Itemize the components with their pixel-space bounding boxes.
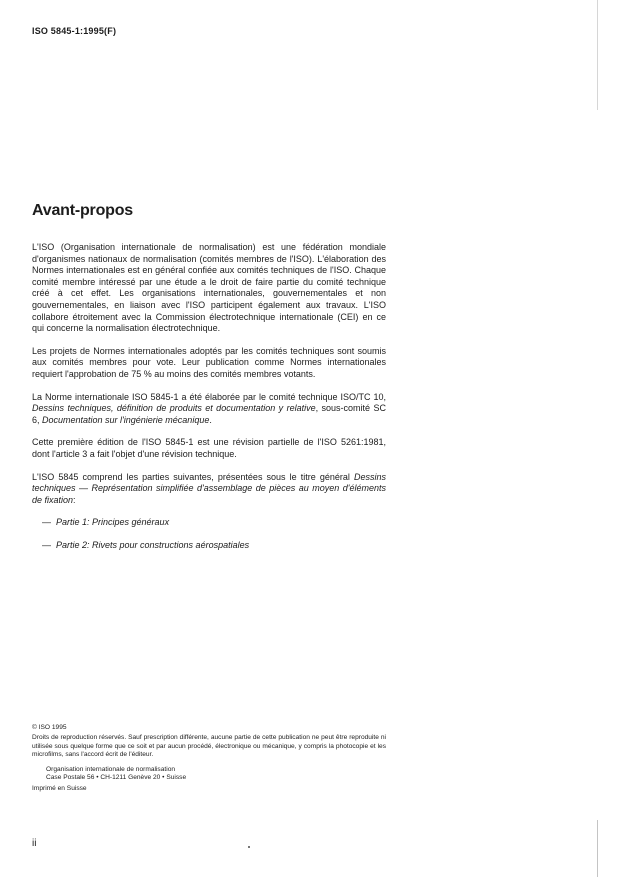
publisher-address (46, 766, 386, 783)
general-title: Dessins techniques — Représentation simplifiée d'assemblage de pièces au moyen d'éléments de fixation (32, 471, 386, 505)
parts-list (32, 517, 386, 551)
page-number: ii (32, 838, 37, 849)
page-title: Avant-propos (32, 202, 134, 219)
scan-speck (248, 846, 250, 848)
part-label: Partie 2: Rivets pour constructions aérospatiales (56, 539, 250, 550)
copyright-footer (32, 724, 386, 794)
paragraph-3-text-e: . (209, 414, 212, 425)
scan-edge-line (597, 820, 598, 877)
part-label: Partie 1: Principes généraux (56, 517, 170, 528)
rights-notice: Droits de reproduction réservés. Sauf prescription différente, aucune partie de cette publication ne peut être reproduite ni utilisée sous quelque forme que ce soit et par aucun procédé, électronique ou mécanique, y compris la photocopie et les microfilms, sans l'accord écrit de l'éditeur. (32, 734, 386, 759)
org-name: Organisation internationale de normalisation (46, 765, 176, 773)
paragraph-1: L'ISO (Organisation internationale de normalisation) est une fédération mondiale d'organismes nationaux de normalisation (comités membres de l'ISO). L'élaboration des Normes internationales est en général confiée aux comités techniques de l'ISO. Chaque comité membre intéressé par une étude a le droit de faire partie du comité technique créé à cet effet. Les organisations internationales, gouvernementales et non gouvernementales, en liaison avec l'ISO participent également aux travaux. L'ISO collabore étroitement avec la Commission électrotechnique internationale (CEI) en ce qui concerne la normalisation électrotechnique. (32, 242, 386, 334)
list-item (42, 517, 386, 529)
printed-in: Imprimé en Suisse (32, 785, 87, 793)
paragraph-2: Les projets de Normes internationales adoptés par les comités techniques sont soumis aux comités membres pour vote. Leur publication comme Normes internationales requiert l'approbation de 75 % au moins des comités membres votants. (32, 345, 386, 379)
list-dash: — (42, 517, 51, 528)
postal-address: Case Postale 56 • CH-1211 Genève 20 • Suisse (46, 774, 187, 782)
paragraph-4: Cette première édition de l'ISO 5845-1 est une révision partielle de l'ISO 5261:1981, dont l'article 3 a fait l'objet d'une révision technique. (32, 437, 386, 459)
list-dash: — (42, 539, 51, 550)
copyright-line: © ISO 1995 (32, 724, 67, 731)
paragraph-5-text-c: : (73, 494, 76, 505)
scan-edge-line (597, 0, 598, 110)
paragraph-3-text-a: La Norme internationale ISO 5845-1 a été élaborée par le comité technique ISO/TC 10, (32, 391, 386, 402)
paragraph-5-text-a: L'ISO 5845 comprend les parties suivantes, présentées sous le titre général (32, 471, 354, 482)
paragraph-3 (32, 392, 386, 427)
sc-title: Documentation sur l'ingénierie mécanique (42, 414, 210, 425)
tc-title: Dessins techniques, définition de produits et documentation y relative (32, 403, 316, 414)
paragraph-5 (32, 472, 386, 507)
paragraph-3-text-c: , sous-comité SC 6, (32, 403, 386, 425)
document-code: ISO 5845-1:1995(F) (32, 26, 117, 36)
list-item (42, 540, 386, 552)
foreword-body (32, 242, 386, 562)
